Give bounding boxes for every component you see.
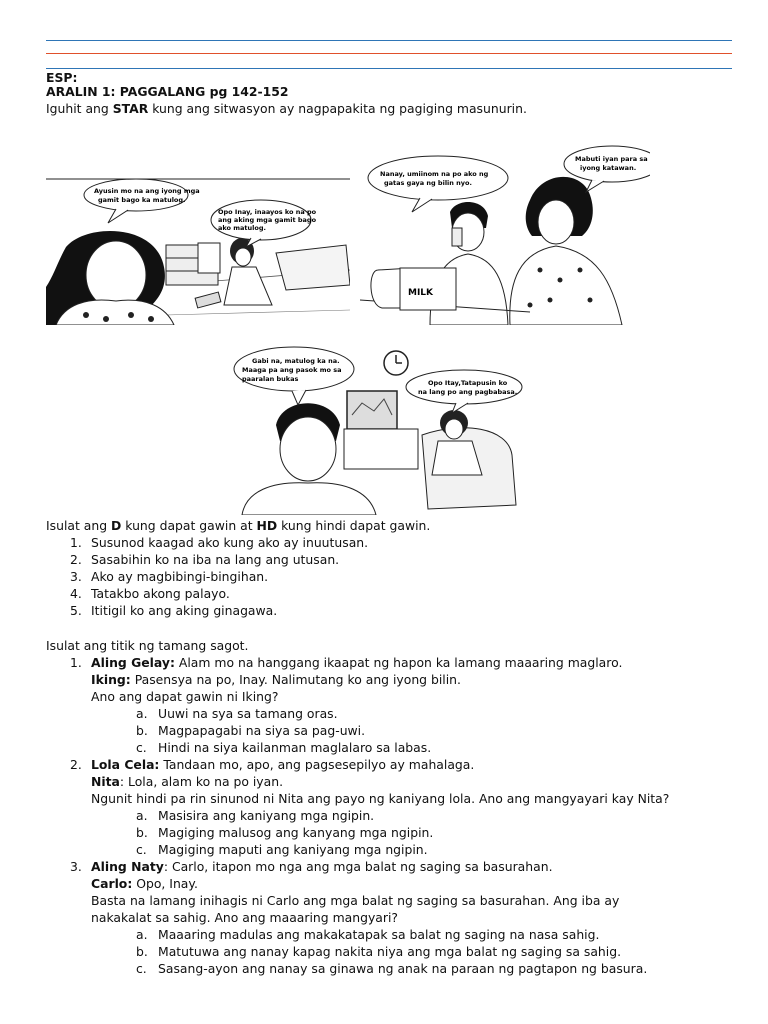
pic3-bubble-father-line1: Gabi na, matulog ka na.: [252, 357, 340, 365]
lesson-title: ARALIN 1: PAGGALANG pg 142-152: [46, 84, 289, 99]
part2-item: 4.: [70, 586, 82, 601]
header-rule-blue-top: [46, 40, 732, 41]
q2-number: 2.: [70, 757, 82, 772]
part2-item: 2.: [70, 552, 82, 567]
q2-choice-letter: b.: [136, 825, 148, 840]
q2-choice-a: Masisira ang kaniyang mga ngipin.: [158, 808, 375, 823]
q1-dialogue-2: Iking: Pasensya na po, Inay. Nalimutang ko ang iyong bilin.: [91, 672, 461, 687]
q3-question-line2: nakakalat sa sahig. Ano ang maaaring mangyari?: [91, 910, 399, 925]
pic1-bubble-girl-line1: Opo Inay, inaayos ko na po: [218, 208, 317, 216]
q2-dialogue-1: Lola Cela: Tandaan mo, apo, ang pagsesepilyo ay mahalaga.: [91, 757, 475, 772]
q1-choice-b: Magpapagabi na siya sa pag-uwi.: [158, 723, 366, 738]
subject-label: ESP:: [46, 70, 78, 85]
q2-choice-letter: a.: [136, 808, 148, 823]
header-rule-red: [46, 53, 732, 54]
pic3-bubble-girl-line2: na lang po ang pagbabasa.: [418, 388, 518, 396]
pic1-bubble-girl-line3: ako matulog.: [218, 224, 266, 232]
part2-item: 3.: [70, 569, 82, 584]
pic2-bubble-boy-line1: Nanay, umiinom na po ako ng: [380, 170, 489, 178]
q3-choice-letter: a.: [136, 927, 148, 942]
picture-mother-daughter-tidying: [46, 175, 350, 325]
part2-item: 5.: [70, 603, 82, 618]
part2-item-text: Ititigil ko ang aking ginagawa.: [91, 603, 278, 618]
pic2-bubble-boy-line2: gatas gaya ng bilin nyo.: [384, 179, 472, 187]
part2-item-text: Sasabihin ko na iba na lang ang utusan.: [91, 552, 340, 567]
header-rule-blue-bottom: [46, 68, 732, 69]
q3-number: 3.: [70, 859, 82, 874]
pic2-bubble-mother-line1: Mabuti iyan para sa: [575, 155, 648, 163]
q3-question-line1: Basta na lamang inihagis ni Carlo ang mga balat ng saging sa basurahan. Ang iba ay: [91, 893, 620, 908]
part3-instruction: Isulat ang titik ng tamang sagot.: [46, 638, 249, 653]
q2-question: Ngunit hindi pa rin sinunod ni Nita ang payo ng kaniyang lola. Ano ang mangyayari kay Nita?: [91, 791, 670, 806]
instruction-star: Iguhit ang STAR kung ang sitwasyon ay nagpapakita ng pagiging masunurin.: [46, 101, 527, 116]
q1-question: Ano ang dapat gawin ni Iking?: [91, 689, 279, 704]
q3-dialogue-1: Aling Naty: Carlo, itapon mo nga ang mga balat ng saging sa basurahan.: [91, 859, 553, 874]
pic1-bubble-mother-line1: Ayusin mo na ang iyong mga: [94, 187, 200, 195]
q2-choice-c: Magiging maputi ang kaniyang mga ngipin.: [158, 842, 428, 857]
pic1-bubble-mother-line2: gamit bago ka matulog.: [98, 196, 186, 204]
q1-choice-c: Hindi na siya kailanman maglalaro sa labas.: [158, 740, 432, 755]
part2-instruction: Isulat ang D kung dapat gawin at HD kung hindi dapat gawin.: [46, 518, 431, 533]
q2-dialogue-2: Nita: Lola, alam ko na po iyan.: [91, 774, 284, 789]
q2-choice-b: Magiging malusog ang kanyang mga ngipin.: [158, 825, 434, 840]
part2-item-text: Tatakbo akong palayo.: [91, 586, 230, 601]
pic3-bubble-father-line2: Maaga pa ang pasok mo sa: [242, 366, 342, 374]
q3-choice-letter: b.: [136, 944, 148, 959]
q3-choice-letter: c.: [136, 961, 147, 976]
picture-father-daughter-bedtime: [232, 345, 532, 515]
pic3-bubble-father-line3: paaralan bukas: [242, 375, 299, 383]
q1-choice-letter: a.: [136, 706, 148, 721]
part2-item: 1.: [70, 535, 82, 550]
q1-choice-letter: b.: [136, 723, 148, 738]
pic3-bubble-girl-line1: Opo Itay,Tatapusin ko: [428, 379, 508, 387]
q3-choice-c: Sasang-ayon ang nanay sa ginawa ng anak na paraan ng pagtapon ng basura.: [158, 961, 648, 976]
q3-choice-a: Maaaring madulas ang makakatapak sa balat ng saging na nasa sahig.: [158, 927, 600, 942]
q1-dialogue-1: Aling Gelay: Alam mo na hanggang ikaapat ng hapon ka lamang maaaring maglaro.: [91, 655, 623, 670]
q1-number: 1.: [70, 655, 82, 670]
part2-item-text: Susunod kaagad ako kung ako ay inuutusan.: [91, 535, 369, 550]
milk-carton-label: MILK: [408, 288, 434, 298]
q1-choice-a: Uuwi na sya sa tamang oras.: [158, 706, 338, 721]
pic1-bubble-girl-line2: ang aking mga gamit bago: [218, 216, 317, 224]
q2-choice-letter: c.: [136, 842, 147, 857]
picture-boy-drinking-milk: [360, 140, 650, 325]
pic2-bubble-mother-line2: iyong katawan.: [580, 164, 637, 172]
part2-item-text: Ako ay magbibingi-bingihan.: [91, 569, 269, 584]
q3-dialogue-2: Carlo: Opo, Inay.: [91, 876, 198, 891]
q3-choice-b: Matutuwa ang nanay kapag nakita niya ang mga balat ng saging sa sahig.: [158, 944, 622, 959]
q1-choice-letter: c.: [136, 740, 147, 755]
